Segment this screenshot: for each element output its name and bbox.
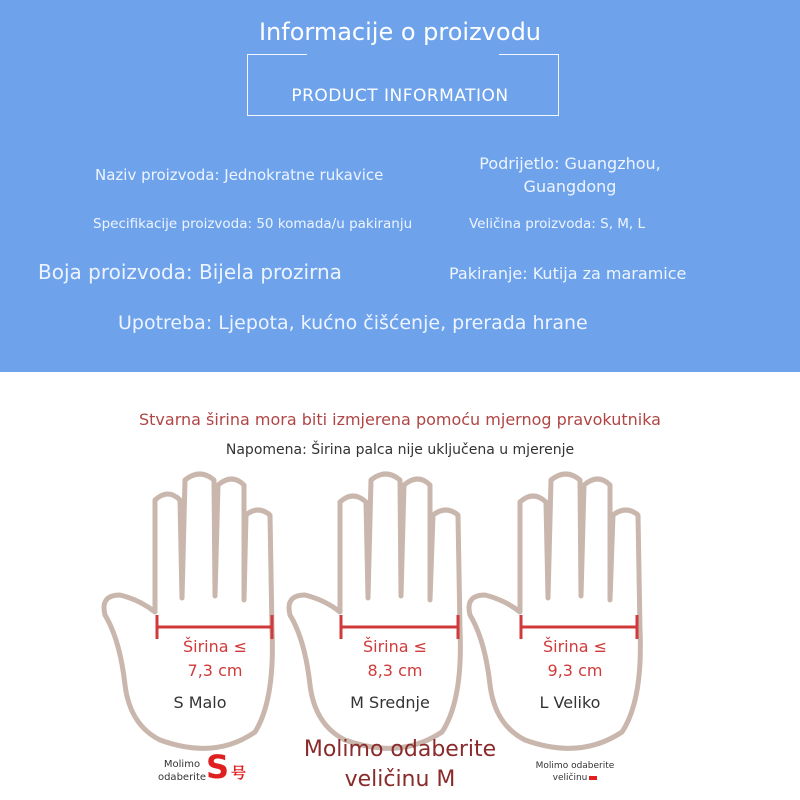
choose-l-line2: veličinu [520, 772, 630, 784]
choose-m-line1: Molimo odaberite [303, 737, 497, 762]
choose-s-letter: S [206, 748, 230, 786]
info-usage: Upotreba: Ljepota, kućno čišćenje, prerada hrane [118, 312, 588, 334]
measure-medium-label: Širina ≤ [362, 637, 428, 656]
size-label-medium: M Srednje [350, 693, 430, 712]
page-title: Informacije o proizvodu [258, 18, 542, 46]
size-label-small: S Malo [173, 693, 227, 712]
measure-large-label: Širina ≤ [542, 637, 608, 656]
page-subtitle: PRODUCT INFORMATION [291, 86, 509, 106]
choose-s-suffix: 号 [231, 764, 247, 782]
info-origin-line1: Podrijetlo: Guangzhou, [479, 154, 661, 173]
info-product-name: Naziv proizvoda: Jednokratne rukavice [95, 166, 384, 184]
measure-small [140, 635, 290, 683]
info-size: Veličina proizvoda: S, M, L [469, 216, 646, 232]
choose-size-m-banner [250, 735, 550, 795]
measure-note: Napomena: Širina palca nije uključena u mjerenje [225, 442, 575, 458]
info-origin [450, 152, 690, 198]
title-frame [247, 54, 559, 116]
choose-s-line1: Molimo [163, 759, 201, 770]
measure-medium [320, 635, 470, 683]
measure-small-label: Širina ≤ [182, 637, 248, 656]
info-origin-line2: Guangdong [523, 177, 617, 196]
measure-large-value: 9,3 cm [547, 661, 603, 680]
info-packaging: Pakiranje: Kutija za maramice [449, 264, 687, 283]
choose-size-s-badge [150, 748, 260, 792]
measure-medium-value: 8,3 cm [367, 661, 423, 680]
hands-illustration [0, 470, 800, 770]
measure-small-value: 7,3 cm [187, 661, 243, 680]
choose-l-line1: Molimo odaberite [535, 761, 615, 771]
info-specification: Specifikacije proizvoda: 50 komada/u pakiranju [93, 216, 413, 232]
size-label-large: L Veliko [539, 693, 601, 712]
measure-large [500, 635, 650, 683]
info-color: Boja proizvoda: Bijela prozirna [38, 260, 342, 284]
choose-m-line2: veličinu M [344, 767, 456, 792]
choose-size-l-badge [520, 760, 630, 784]
choose-s-line2: odaberite [157, 772, 207, 783]
measure-instruction: Stvarna širina mora biti izmjerena pomoću mjernog pravokutnika [139, 410, 661, 429]
product-info-panel [0, 0, 800, 372]
